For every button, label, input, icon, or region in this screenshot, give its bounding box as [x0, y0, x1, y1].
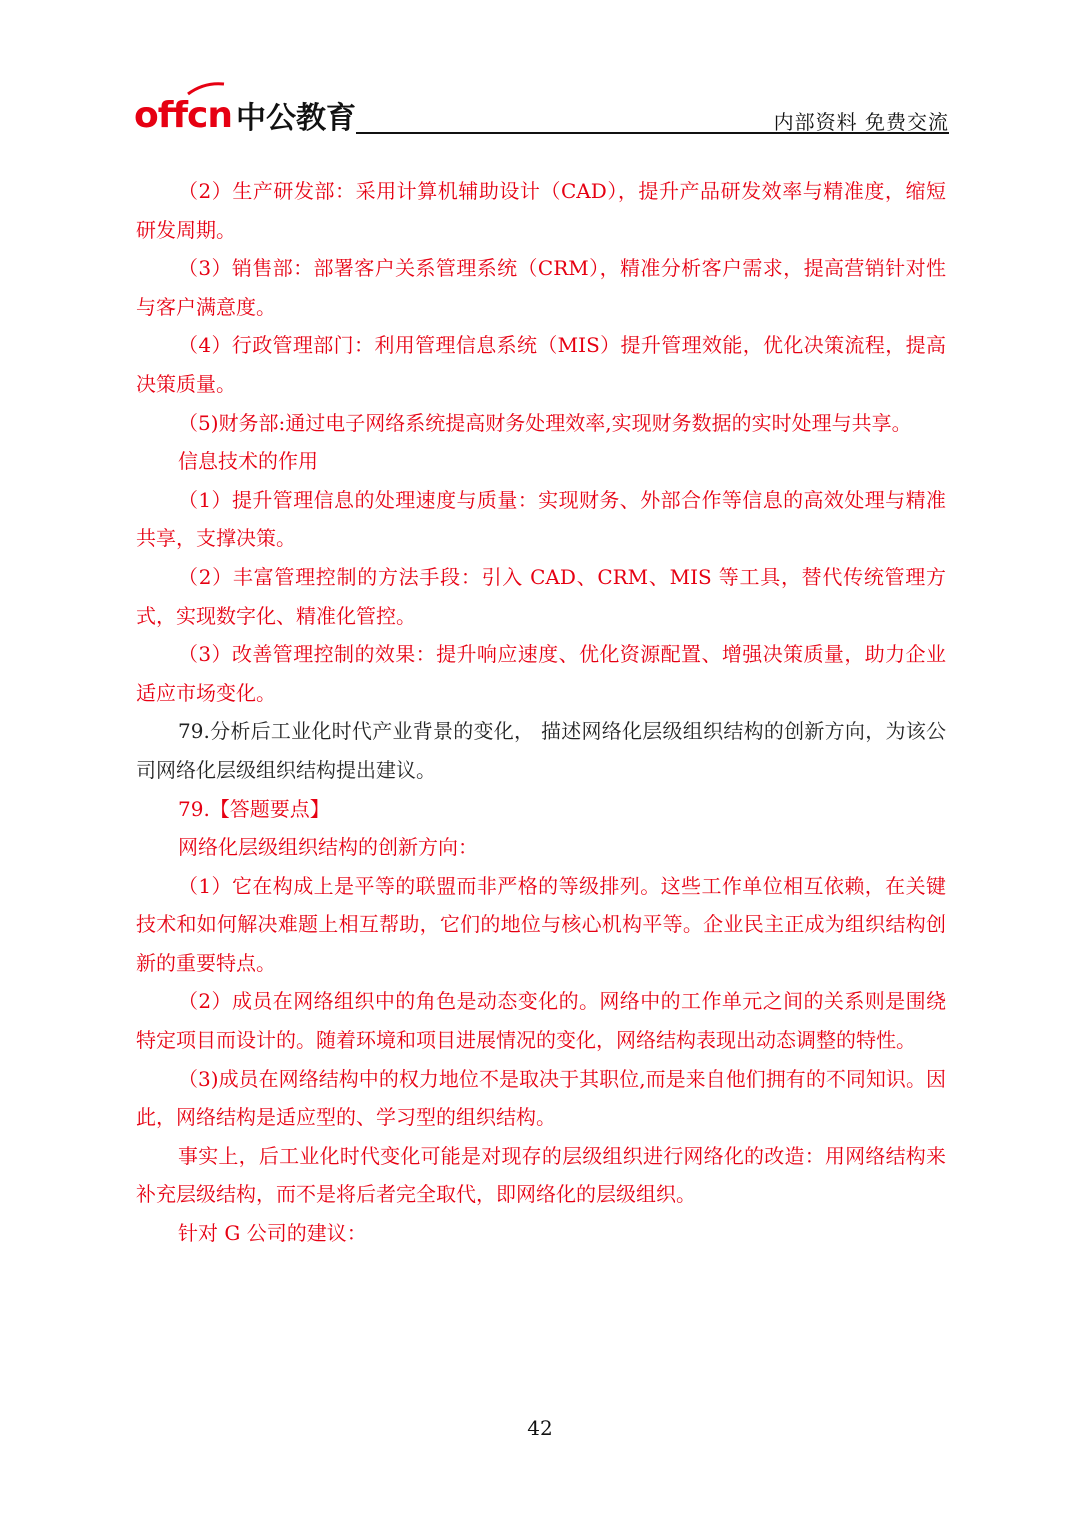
page-header [134, 86, 949, 136]
logo-cn-text: 中公教育 [236, 101, 357, 136]
paragraph: （3)成员在网络结构中的权力地位不是取决于其职位,而是来自他们拥有的不同知识。因此，网络结构是适应型的、学习型的组织结构。 [136, 1066, 946, 1130]
paragraph: （5)财务部:通过电子网络系统提高财务处理效率,实现财务数据的实时处理与共享。 [178, 410, 912, 435]
logo-swoosh-icon [186, 80, 226, 96]
question-text: 79.分析后工业化时代产业背景的变化， 描述网络化层级组织结构的创新方向，为该公司网络化层级组织结构提出建议。 [136, 719, 946, 782]
paragraph: （2）丰富管理控制的方法手段：引入 CAD、CRM、MIS 等工具，替代传统管理方式，实现数字化、精准化管控。 [136, 564, 946, 628]
section-heading: 网络化层级组织结构的创新方向： [178, 835, 478, 860]
paragraph: （3）销售部：部署客户关系管理系统（CRM），精准分析客户需求，提高营销针对性与客户满意度。 [136, 256, 946, 319]
page-body [136, 172, 946, 1253]
paragraph: （4）行政管理部门：利用管理信息系统（MIS）提升管理效能，优化决策流程，提高决策质量。 [136, 333, 946, 396]
paragraph: （2）成员在网络组织中的角色是动态变化的。网络中的工作单元之间的关系则是围绕特定项目而设计的。随着环境和项目进展情况的变化，网络结构表现出动态调整的特性。 [136, 989, 946, 1053]
paragraph: （3）改善管理控制的效果：提升响应速度、优化资源配置、增强决策质量，助力企业适应市场变化。 [136, 642, 946, 705]
page-number: 42 [527, 1416, 553, 1440]
section-heading: 针对 G 公司的建议： [178, 1221, 367, 1246]
answer-heading: 79.【答题要点】 [178, 796, 330, 821]
paragraph: （2）生产研发部：采用计算机辅助设计（CAD），提升产品研发效率与精准度，缩短研发周期。 [136, 179, 946, 242]
paragraph: （1）提升管理信息的处理速度与质量：实现财务、外部合作等信息的高效处理与精准共享，支撑决策。 [136, 487, 946, 551]
paragraph: 事实上，后工业化时代变化可能是对现存的层级组织进行网络化的改造：用网络结构来补充层级结构，而不是将后者完全取代，即网络化的层级组织。 [136, 1143, 946, 1207]
section-heading: 信息技术的作用 [178, 449, 318, 474]
header-tagline: 内部资料 免费交流 [773, 110, 949, 134]
paragraph: （1）它在构成上是平等的联盟而非严格的等级排列。这些工作单位相互依赖，在关键技术和如何解决难题上相互帮助，它们的地位与核心机构平等。企业民主正成为组织结构创新的重要特点。 [136, 873, 946, 975]
offcn-logo [134, 86, 356, 134]
logo-latin-text: offcn [134, 95, 233, 136]
